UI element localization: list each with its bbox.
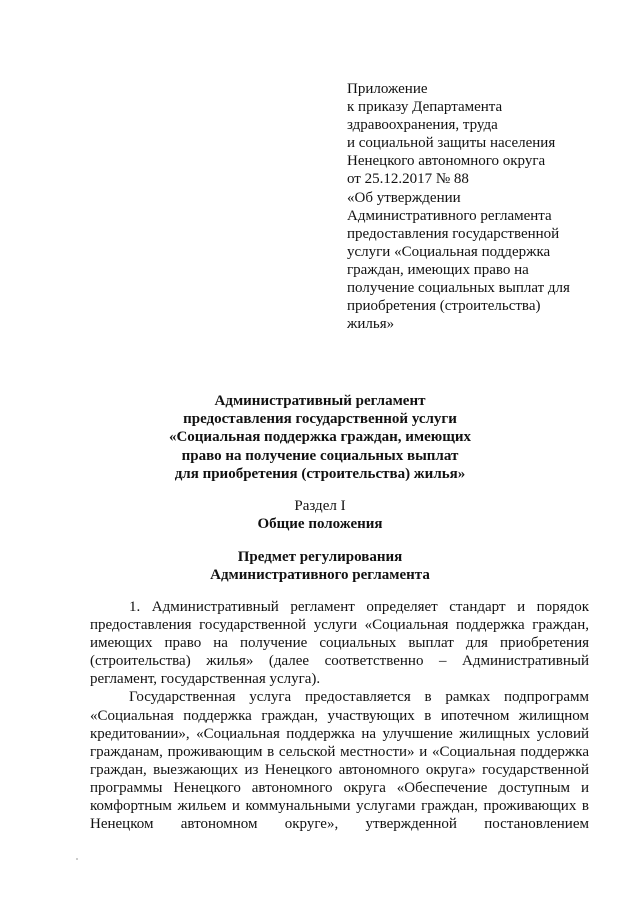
- paragraph-line: комфортным жильем и коммунальными услугами граждан, проживающих в: [90, 798, 589, 815]
- paragraph-line: программы Ненецкого автономного округа «Обеспечение доступным и: [90, 779, 589, 796]
- appendix-line: Административного регламента: [347, 207, 552, 224]
- appendix-line: получение социальных выплат для: [347, 280, 570, 297]
- appendix-line: услуги «Социальная поддержка: [347, 243, 551, 260]
- title-line: предоставления государственной услуги: [183, 411, 457, 428]
- paragraph-line: Ненецком автономном округе», утвержденной постановлением: [90, 816, 589, 833]
- section-name: Общие положения: [257, 516, 383, 533]
- section-number: Раздел I: [294, 498, 346, 514]
- appendix-line: «Об утверждении: [347, 189, 461, 206]
- paragraph-line: регламент, государственная услуга).: [90, 671, 321, 688]
- appendix-header: [347, 80, 607, 333]
- appendix-line: здравоохранения, труда: [347, 117, 498, 134]
- subject-line: Предмет регулирования: [237, 549, 403, 565]
- paragraph-line: предоставления государственной услуги «Социальная поддержка граждан,: [90, 617, 589, 634]
- paragraph-line: гражданам, проживающим в сельской местности» и «Социальная поддержка: [90, 743, 589, 760]
- paragraph-2: [90, 688, 589, 833]
- body-text: [90, 598, 589, 833]
- appendix-line: и социальной защиты населения: [347, 135, 556, 152]
- title-line: Административный регламент: [214, 393, 426, 409]
- title-line: для приобретения (строительства) жилья»: [174, 465, 466, 482]
- paragraph-line: 1. Административный регламент определяет стандарт и порядок: [129, 599, 589, 615]
- appendix-line: от 25.12.2017 № 88: [347, 171, 469, 188]
- section-heading: [0, 497, 640, 533]
- paragraph-line: Государственная услуга предоставляется в рамках подпрограмм: [129, 689, 589, 706]
- appendix-line: Приложение: [347, 81, 428, 97]
- appendix-line: граждан, имеющих право на: [347, 261, 529, 278]
- title-line: право на получение социальных выплат: [181, 447, 459, 464]
- appendix-line: предоставления государственной: [347, 225, 560, 242]
- paragraph-line: граждан, выезжающих из Ненецкого автономного округа» государственной: [90, 761, 589, 778]
- appendix-line: приобретения (строительства): [347, 298, 541, 315]
- paragraph-line: кредитовании», «Социальная поддержка на улучшение жилищных условий: [90, 725, 589, 742]
- paragraph-line: «Социальная поддержка граждан, участвующих в ипотечном жилищном: [90, 707, 589, 724]
- paragraph-line: имеющих право на получение социальных выплат для приобретения: [90, 635, 589, 652]
- title-line: «Социальная поддержка граждан, имеющих: [168, 429, 472, 446]
- subject-line: Административного регламента: [210, 567, 430, 584]
- paragraph-1: [90, 598, 589, 688]
- appendix-line: Ненецкого автономного округа: [347, 153, 546, 170]
- appendix-line: к приказу Департамента: [347, 99, 503, 116]
- scan-speck: [76, 858, 78, 860]
- appendix-line: жилья»: [347, 316, 395, 333]
- subject-heading: [0, 548, 640, 584]
- document-title: [0, 392, 640, 483]
- paragraph-line: (строительства) жилья» (далее соответственно – Административный: [90, 653, 589, 670]
